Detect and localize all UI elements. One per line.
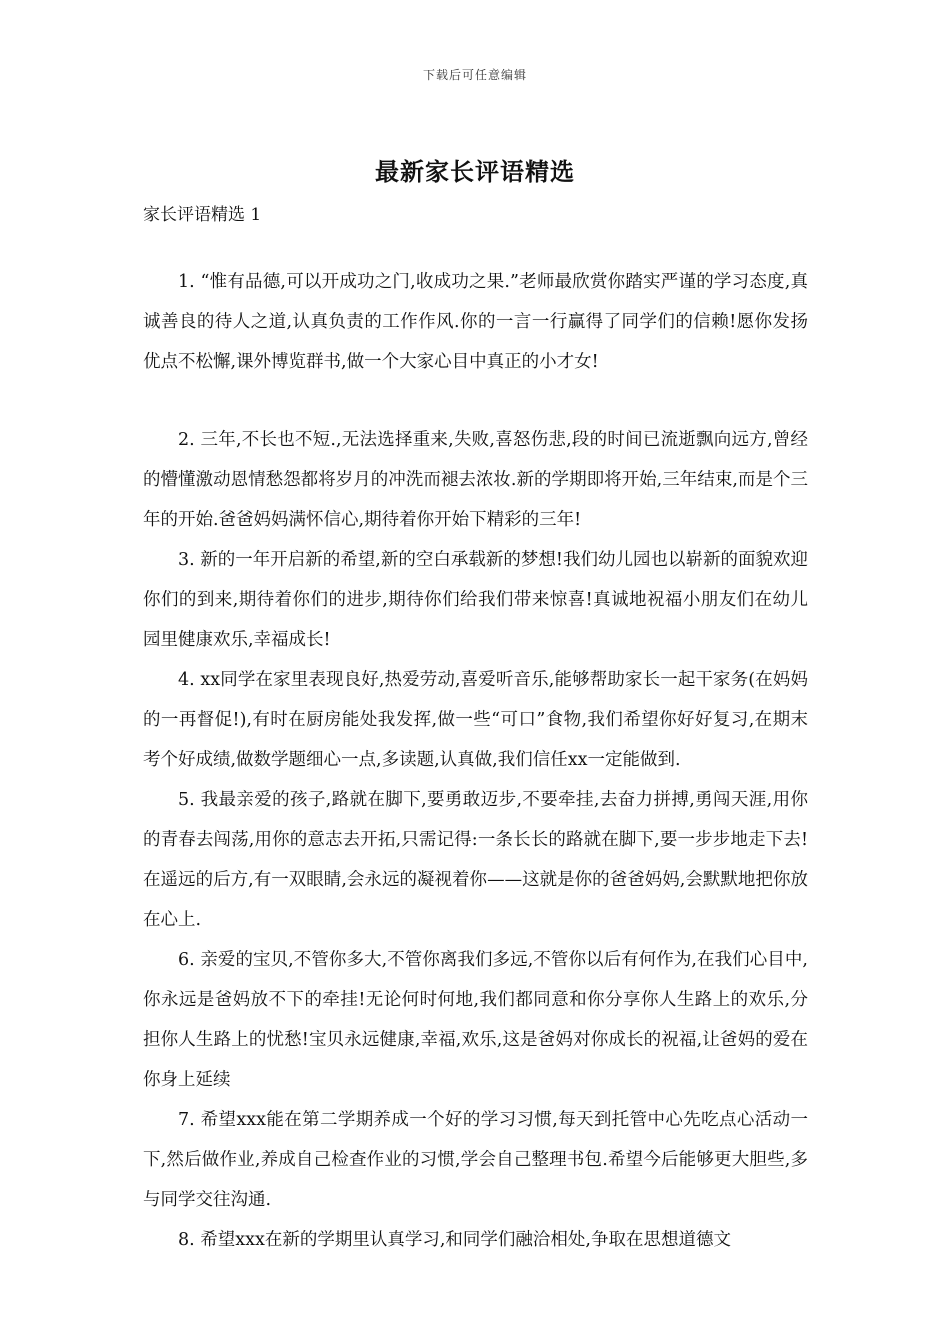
page-title: 最新家长评语精选 — [375, 157, 575, 186]
body-text — [143, 262, 808, 1260]
section-title: 家长评语精选 1 — [143, 205, 262, 225]
paragraph-5: 5. 我最亲爱的孩子,路就在脚下,要勇敢迈步,不要牵挂,去奋力拼搏,勇闯天涯,用你的青春去闯荡,用你的意志去开拓,只需记得:一条长长的路就在脚下,要一步步地走下去!在遥远的后方,有一双眼睛,会永远的凝视着你——这就是你的爸爸妈妈,会默默地把你放在心上. — [143, 790, 808, 930]
header-note: 下载后可任意编辑 — [422, 68, 527, 82]
paragraph-2: 2. 三年,不长也不短.,无法选择重来,失败,喜怒伤悲,段的时间已流逝飘向远方,曾经的懵懂激动恩情愁怨都将岁月的冲洗而褪去浓妆.新的学期即将开始,三年结束,而是个三年的开始.爸爸妈妈满怀信心,期待着你开始下精彩的三年! — [143, 430, 808, 530]
paragraph-6: 6. 亲爱的宝贝,不管你多大,不管你离我们多远,不管你以后有何作为,在我们心目中,你永远是爸妈放不下的牵挂!无论何时何地,我们都同意和你分享你人生路上的欢乐,分担你人生路上的忧愁!宝贝永远健康,幸福,欢乐,这是爸妈对你成长的祝福,让爸妈的爱在你身上延续 — [143, 950, 808, 1090]
paragraph-7: 7. 希望xxx能在第二学期养成一个好的学习习惯,每天到托管中心先吃点心活动一下,然后做作业,养成自己检查作业的习惯,学会自己整理书包.希望今后能够更大胆些,多与同学交往沟通. — [143, 1110, 808, 1210]
paragraph-1: 1. “惟有品德,可以开成功之门,收成功之果.”老师最欣赏你踏实严谨的学习态度,真诚善良的待人之道,认真负责的工作作风.你的一言一行赢得了同学们的信赖!愿你发扬优点不松懈,课外博览群书,做一个大家心目中真正的小才女! — [143, 272, 808, 372]
paragraph-4: 4. xx同学在家里表现良好,热爱劳动,喜爱听音乐,能够帮助家长一起干家务(在妈妈的一再督促!),有时在厨房能处我发挥,做一些“可口”食物,我们希望你好好复习,在期末考个好成绩,做数学题细心一点,多读题,认真做,我们信任xx一定能做到. — [143, 670, 808, 770]
paragraph-8: 8. 希望xxx在新的学期里认真学习,和同学们融洽相处,争取在思想道德文 — [178, 1230, 731, 1250]
paragraph-3: 3. 新的一年开启新的希望,新的空白承载新的梦想!我们幼儿园也以崭新的面貌欢迎你们的到来,期待着你们的进步,期待你们给我们带来惊喜!真诚地祝福小朋友们在幼儿园里健康欢乐,幸福成长! — [143, 550, 808, 650]
